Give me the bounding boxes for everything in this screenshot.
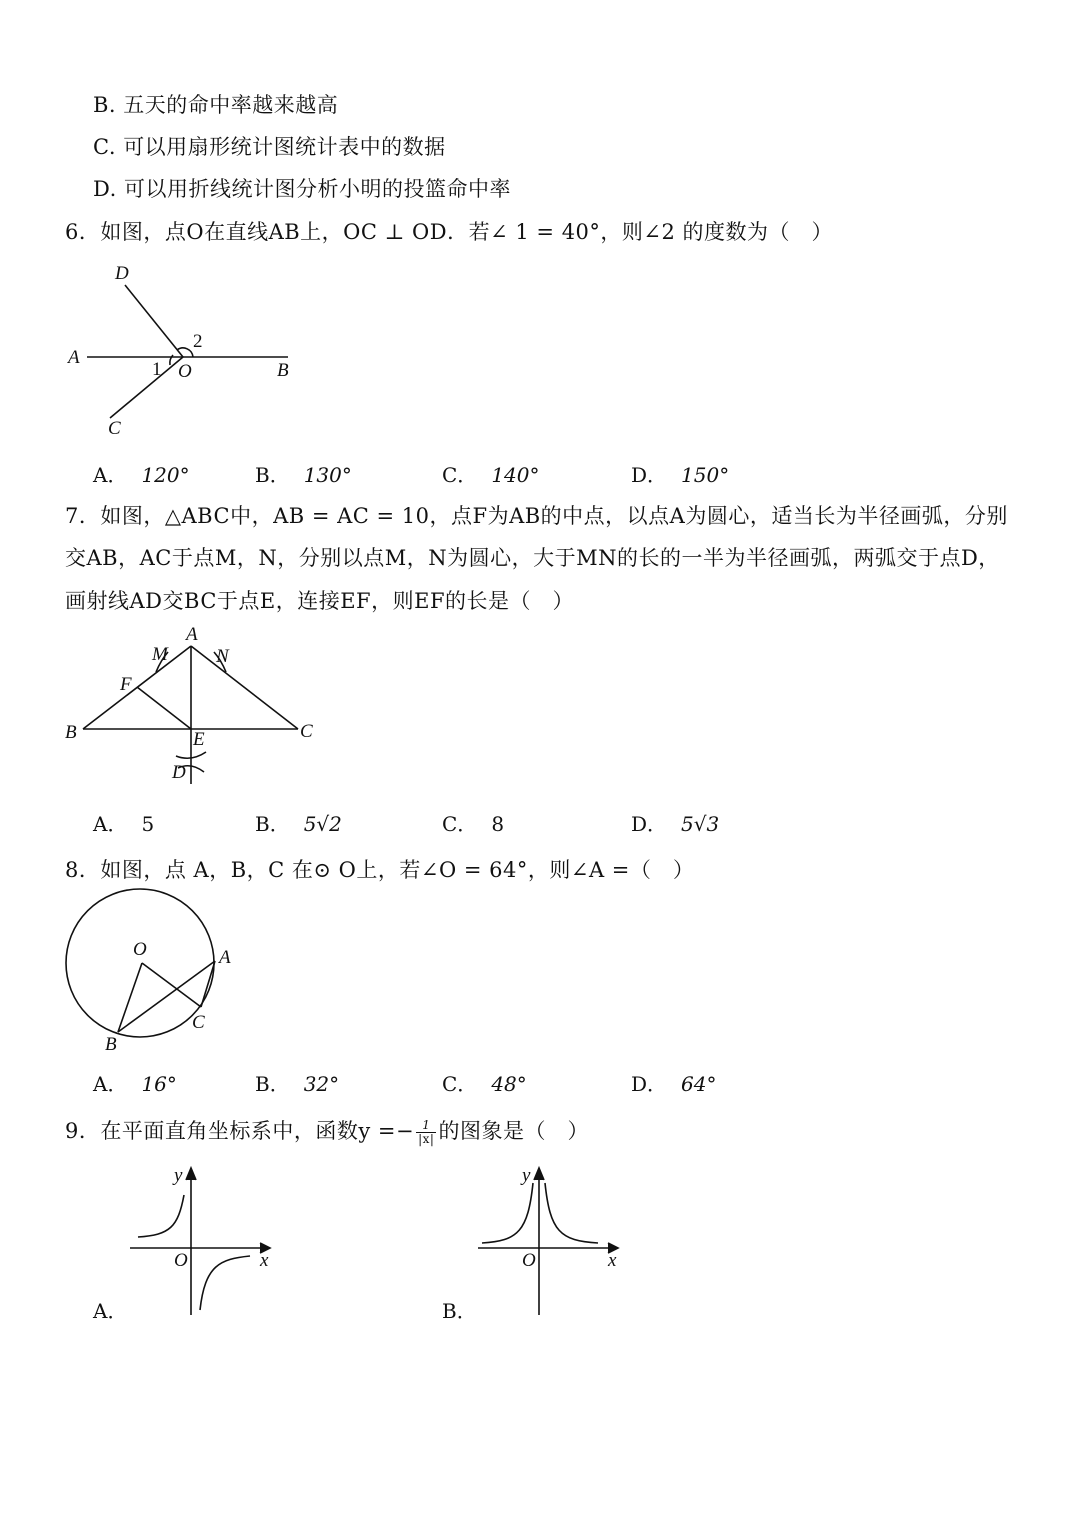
q9-graph-a-y-label: y bbox=[174, 1165, 183, 1186]
q8-option-c: C． 48° bbox=[442, 1072, 527, 1096]
q9-graph-b bbox=[478, 1165, 628, 1315]
q8-option-b: B． 32° bbox=[255, 1072, 340, 1096]
q7-label-d: D bbox=[172, 762, 186, 783]
q6-figure bbox=[60, 255, 300, 445]
q6-angle-2-label: 2 bbox=[193, 331, 203, 352]
q9-graph-a-x-label: x bbox=[260, 1250, 269, 1271]
q6-option-d: D． 150° bbox=[631, 463, 730, 487]
q7-option-d: D． 5√3 bbox=[631, 812, 720, 836]
q7-label-m: M bbox=[152, 644, 168, 665]
q7-option-a: A． 5 bbox=[93, 812, 155, 836]
q6-label-b: B bbox=[277, 360, 289, 381]
q6-stem: 6．如图，点O在直线AB上，OC ⊥ OD．若∠ 1 = 40°，则∠2 的度数为（ ） bbox=[65, 220, 834, 244]
q9-option-a: A． bbox=[93, 1299, 128, 1323]
q7-label-e: E bbox=[193, 729, 205, 750]
q7-stem-line2: 交AB，AC于点M，N，分别以点M，N为圆心，大于MN的长的一半为半径画弧，两弧交于点D， bbox=[65, 546, 1000, 570]
q6-label-d: D bbox=[115, 263, 129, 284]
q9-stem: 9．在平面直角坐标系中，函数y =− $\frac{1}{|x|}$ 的图象是（ ） bbox=[65, 1118, 589, 1146]
q8-label-a: A bbox=[219, 947, 231, 968]
q7-label-a: A bbox=[186, 624, 198, 645]
q9-fraction-denominator: |x| bbox=[418, 1132, 435, 1146]
q6-angle-1-label: 1 bbox=[152, 359, 162, 380]
q7-label-n: N bbox=[216, 646, 229, 667]
q9-graph-b-origin-label: O bbox=[522, 1250, 536, 1271]
q5-option-d: D. 可以用折线统计图分析小明的投篮命中率 bbox=[93, 177, 511, 201]
q8-option-a: A． 16° bbox=[93, 1072, 177, 1096]
q8-label-c: C bbox=[192, 1012, 205, 1033]
q5-option-b: B. 五天的命中率越来越高 bbox=[93, 93, 339, 117]
q7-label-f: F bbox=[120, 674, 132, 695]
q7-stem-line1: 7．如图，△ABC中，AB = AC = 10，点F为AB的中点，以点A为圆心，适当长为半径画弧，分别 bbox=[65, 504, 1008, 528]
q6-label-c: C bbox=[108, 418, 121, 439]
q6-label-a: A bbox=[68, 347, 80, 368]
q5-option-c: C. 可以用扇形统计图统计表中的数据 bbox=[93, 135, 446, 159]
q8-option-d: D． 64° bbox=[631, 1072, 717, 1096]
q8-label-b: B bbox=[105, 1034, 117, 1055]
q7-option-b: B． 5√2 bbox=[255, 812, 342, 836]
q8-stem: 8．如图，点 A，B，C 在⊙ O上，若∠O = 64°，则∠A =（ ） bbox=[65, 858, 695, 882]
q7-figure bbox=[60, 622, 330, 792]
q6-option-b: B． 130° bbox=[255, 463, 352, 487]
q6-option-a: A． 120° bbox=[93, 463, 190, 487]
q9-fraction-numerator: 1 bbox=[416, 1119, 436, 1133]
q6-label-o: O bbox=[178, 361, 192, 382]
q7-label-c: C bbox=[300, 721, 313, 742]
q7-option-c: C． 8 bbox=[442, 812, 505, 836]
q8-figure bbox=[60, 885, 260, 1065]
q9-graph-a-origin-label: O bbox=[174, 1250, 188, 1271]
q9-option-b: B． bbox=[442, 1299, 477, 1323]
q7-stem-line3: 画射线AD交BC于点E，连接EF，则EF的长是（ ） bbox=[65, 589, 575, 613]
q8-label-o: O bbox=[133, 939, 147, 960]
q9-graph-a bbox=[130, 1165, 280, 1315]
q9-graph-b-y-label: y bbox=[522, 1165, 531, 1186]
q9-graph-b-x-label: x bbox=[608, 1250, 617, 1271]
q7-label-b: B bbox=[65, 722, 77, 743]
q6-option-c: C． 140° bbox=[442, 463, 540, 487]
